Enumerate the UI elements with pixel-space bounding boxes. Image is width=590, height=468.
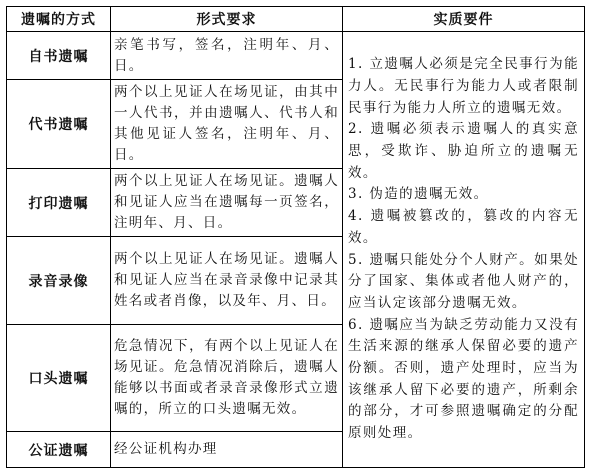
form-requirement-cell: 两个以上见证人在场见证，由其中一人代书，并由遗嘱人、代书人和其他见证人签名，注明年、月、日。 — [111, 80, 343, 169]
form-requirement-cell: 经公证机构办理 — [111, 432, 343, 468]
form-requirement-cell: 两个以上见证人在场见证。遗嘱人和见证人应当在录音录像中记录其姓名或者肖像，以及年、月、日。 — [111, 237, 343, 325]
header-type: 遗嘱的方式 — [7, 7, 111, 32]
header-essential: 实质要件 — [343, 7, 585, 32]
will-type-cell: 自书遗嘱 — [7, 32, 111, 80]
essential-item: 2. 遗嘱必须表示遗嘱人的真实意思，受欺诈、胁迫所立的遗嘱无效。 — [348, 121, 579, 181]
form-requirement-cell: 危急情况下，有两个以上见证人在场见证。危急情况消除后，遗嘱人能够以书面或者录音录像形式立遗嘱的，所立的口头遗嘱无效。 — [111, 325, 343, 432]
form-requirement-cell: 亲笔书写，签名，注明年、月、日。 — [111, 32, 343, 80]
will-type-cell: 口头遗嘱 — [7, 325, 111, 432]
will-type-cell: 代书遗嘱 — [7, 80, 111, 169]
essential-item: 3. 伪造的遗嘱无效。 — [348, 186, 489, 203]
form-requirement-cell: 两个以上见证人在场见证。遗嘱人和见证人应当在遗嘱每一页签名，注明年、月、日。 — [111, 169, 343, 237]
essential-item: 6. 遗嘱应当为缺乏劳动能力又没有生活来源的继承人保留必要的遗产份额。否则，遗产处理时，应当为该继承人留下必要的遗产，所剩余的部分，才可参照遗嘱确定的分配原则处理。 — [348, 316, 579, 442]
essential-elements-cell — [343, 32, 585, 468]
essential-item: 1. 立遗嘱人必须是完全民事行为能力人。无民事行为能力人或者限制民事行为能力人所立的遗嘱无效。 — [348, 56, 579, 116]
will-type-cell: 录音录像 — [7, 237, 111, 325]
header-row — [7, 7, 585, 32]
table-row — [7, 32, 585, 80]
essential-item: 5. 遗嘱只能处分个人财产。如果处分了国家、集体或者他人财产的，应当认定该部分遗嘱无效。 — [348, 251, 579, 311]
will-requirements-table — [6, 6, 585, 468]
will-type-cell: 打印遗嘱 — [7, 169, 111, 237]
header-form: 形式要求 — [111, 7, 343, 32]
essential-item: 4. 遗嘱被篡改的，篡改的内容无效。 — [348, 208, 579, 246]
will-type-cell: 公证遗嘱 — [7, 432, 111, 468]
